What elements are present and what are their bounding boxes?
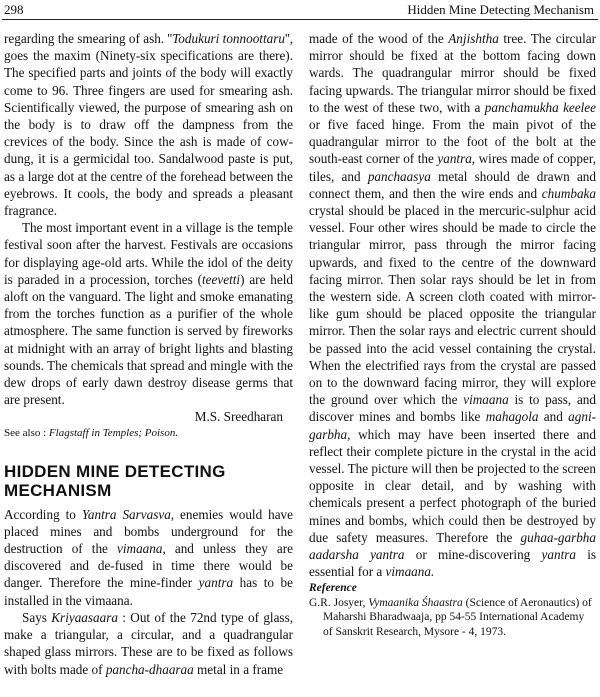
page-number: 298: [4, 2, 24, 17]
see-also: See also : Flagstaff in Temples; Poison.: [4, 426, 179, 439]
page-header: [0, 0, 600, 20]
paragraph: Says Kriyaasaara : Out of the 72nd type of glass, make a triangular, a circular, and a quadrangular shaped glass mirrors. These are to be fixed as follows with bolts made of pancha-dhaaraa metal in a frame: [4, 609, 293, 677]
header-rule: [2, 19, 598, 20]
paragraph: According to Yantra Sarvasva, enemies would have placed mines and bombs underground for the destruction of the vimaana, and unless they are discovered and de-fused in time there would be danger. Therefore the mine-finder yantra has to be installed in the vimaana.: [4, 506, 294, 608]
left-column: [4, 30, 293, 678]
paragraph: The most important event in a village is the temple festival soon after the harvest. Festivals are occasions for displaying age-old arts. While the idol of the deity is paraded in a procession, torches (teevetti) are held aloft on the vanguard. The light and smoke emanating from the torches function as a purifier of the whole atmosphere. The same function is served by fireworks at midnight with an array of bright lights and blasting sounds. The chemicals that spread and mingle with the dew drops of early dawn destroy disease germs that are present.: [4, 220, 293, 408]
paragraph: regarding the smearing of ash. ''Todukuri tonnoottaru'', goes the maxim (Ninety-six specifications are there). The specified parts and joints of the body will exactly come to 96. Three fingers are used for smearing ash. Scientifically viewed, the purpose of smearing ash on the body is to draw off the dampness from the crevices of the body. Since the ash is made of cow-dung, it is a germicidal too. Sandalwood paste is put, as a large dot at the centre of the forehead between the eyebrows. It cools, the body and spreads a pleasant fragrance.: [4, 31, 293, 219]
paragraph: made of the wood of the Anjishtha tree. The circular mirror should be fixed at the bottom facing down wards. The quadrangular mirror should be fixed facing upwards. The triangular mirror should be fixed to the west of these two, with a panchamukha keelee or five faced hinge. From the main pivot of the quadrangular mirror to the foot of the bolt at the south-east corner of the yantra, wires made of copper, tiles, and panchaasya metal should de drawn and connect them, and then the wire ends and chumbaka crystal should be placed in the mercuric-sulphur acid vessel. Four other wires should be made to circle the triangular mirror, pass through the mirror facing upwards, and fixed to the centre of the downward facing mirror. Then solar rays should be let in from the western side. A screen cloth coated with mirror-like gum should be placed opposite the triangular mirror. Then the solar rays and electric current should be passed into the acid vessel containing the crystal. When the electrified rays from the crystal are passed on to the downward facing mirror, they will explore the ground over which the vimaana is to pass, and discover mines and bombs like mahagola and agni-garbha, which may have been inserted there and reflect their complete picture in the crystal in the acid vessel. The picture will then be projected to the screen opposite in clear detail, and by washing with chemicals present a perfect photograph of the buried mines and bombs, which could then be destroyed by due safety measures. Therefore the guhaa-garbha aadarsha yantra or mine-discovering yantra is essential for a vimaana.: [309, 31, 597, 580]
section-title: HIDDEN MINE DETECTING MECHANISM: [4, 461, 226, 500]
running-head: Hidden Mine Detecting Mechanism: [407, 2, 594, 17]
right-column: [309, 30, 596, 639]
reference-entry: G.R. Josyer, Vymaanika Śhaastra (Science of Aeronautics) of Maharshi Bharadwaaja, pp 54-55 International Academy of Sanskrit Research, Mysore - 4, 1973.: [309, 596, 592, 638]
reference-heading: Reference: [309, 581, 357, 594]
author-signature: M.S. Sreedharan: [194, 409, 283, 425]
